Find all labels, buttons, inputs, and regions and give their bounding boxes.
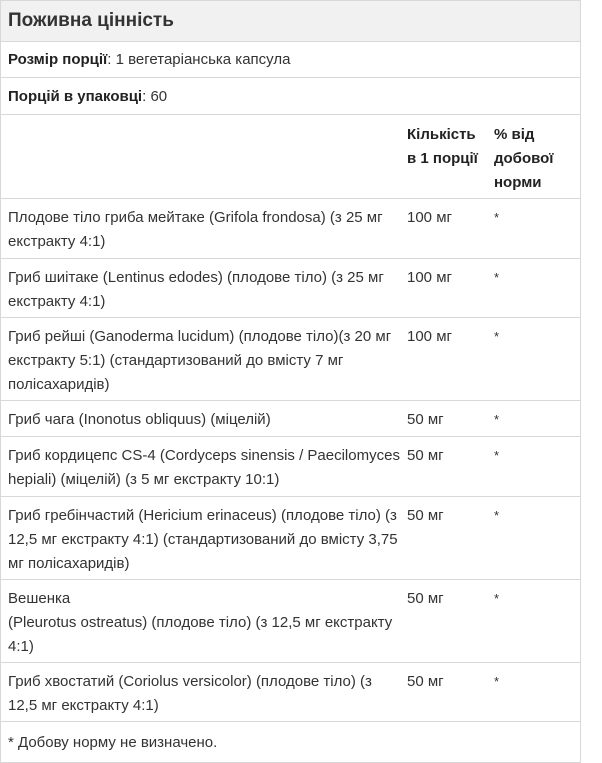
table-row <box>1 318 580 401</box>
header-amount <box>407 115 494 198</box>
header-ingredient-spacer <box>1 115 407 198</box>
table-row <box>1 580 580 663</box>
ingredient-amount: 100 мг <box>407 269 452 286</box>
header-amount-line: Кількість <box>407 126 476 143</box>
ingredient-daily-value: * <box>494 270 500 285</box>
table-title: Поживна цінність <box>8 10 174 31</box>
ingredient-name <box>1 587 407 662</box>
header-dv-line: добової <box>494 150 554 167</box>
serving-size-value: : 1 вегетаріанська капсула <box>107 51 291 68</box>
table-row <box>1 259 580 318</box>
ingredient-name: Гриб кордицепс CS-4 (Cordyceps sinensis / Paecilomyces hepiali) (міцелій) (з 5 мг екстракту 10:1) <box>8 447 400 488</box>
ingredient-name: Гриб гребінчастий (Hericium erinaceus) (плодове тіло) (з 12,5 мг екстракту 4:1) (стандартизований до вмісту 3,75 мг полісахаридів) <box>8 507 398 572</box>
serving-size-row <box>1 42 580 78</box>
header-daily-value <box>494 115 580 198</box>
ingredient-name: Гриб чага (Inonotus obliquus) (міцелій) <box>8 411 271 428</box>
ingredient-amount: 100 мг <box>407 328 452 345</box>
ingredient-name-line: Вешенка <box>8 590 71 607</box>
serving-size-label: Розмір порції <box>8 51 108 68</box>
ingredient-amount: 50 мг <box>407 590 444 607</box>
ingredient-name: Плодове тіло гриба мейтаке (Grifola frondosa) (з 25 мг екстракту 4:1) <box>8 209 383 250</box>
header-dv-line: % від <box>494 126 535 143</box>
servings-per-container-row <box>1 78 580 115</box>
ingredient-daily-value: * <box>494 508 500 523</box>
ingredient-amount: 50 мг <box>407 411 444 428</box>
table-row <box>1 437 580 497</box>
table-row <box>1 199 580 259</box>
ingredient-amount: 50 мг <box>407 447 444 464</box>
table-row <box>1 497 580 580</box>
ingredient-amount: 50 мг <box>407 673 444 690</box>
ingredient-daily-value: * <box>494 674 500 689</box>
ingredient-name: Гриб шиітаке (Lentinus edodes) (плодове тіло) (з 25 мг екстракту 4:1) <box>8 269 384 310</box>
table-row <box>1 663 580 722</box>
ingredient-daily-value: * <box>494 412 500 427</box>
servings-per-container-label: Порцій в упаковці <box>8 87 143 105</box>
ingredient-name-line: (Pleurotus ostreatus) (плодове тіло) (з 12,5 мг екстракту 4:1) <box>8 614 393 655</box>
ingredient-amount: 50 мг <box>407 507 444 524</box>
footnote: * Добову норму не визначено. <box>8 733 218 751</box>
header-amount-line: в 1 порції <box>407 150 478 167</box>
title-row <box>1 0 580 42</box>
header-dv-line: норми <box>494 174 542 191</box>
ingredient-name: Гриб хвостатий (Coriolus versicolor) (плодове тіло) (з 12,5 мг екстракту 4:1) <box>8 673 372 714</box>
column-header-row <box>1 115 580 199</box>
table-row <box>1 401 580 437</box>
servings-per-container-value: : 60 <box>142 87 168 105</box>
ingredient-daily-value: * <box>494 448 500 463</box>
ingredient-daily-value: * <box>494 329 500 344</box>
ingredient-amount: 100 мг <box>407 209 452 226</box>
footnote-row <box>1 722 580 762</box>
ingredient-daily-value: * <box>494 210 500 225</box>
ingredient-daily-value: * <box>494 591 500 606</box>
ingredient-name: Гриб рейші (Ganoderma lucidum) (плодове тіло)(з 20 мг екстракту 5:1) (стандартизований до вмісту 7 мг полісахаридів) <box>8 328 392 393</box>
